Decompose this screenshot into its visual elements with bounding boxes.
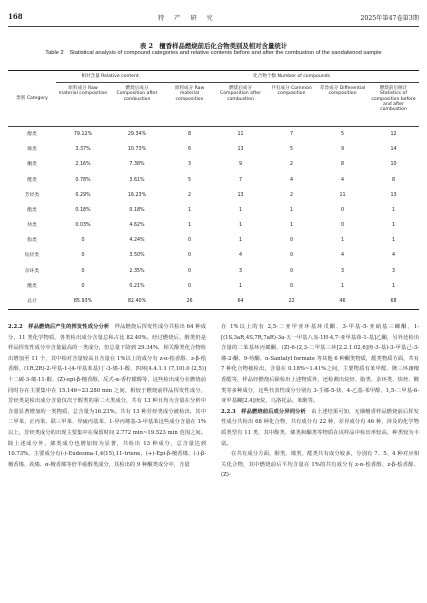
category-cell: 烯类 [27,147,37,153]
value-cell: 0 [81,268,85,274]
value-cell: 1 [289,223,294,229]
sub-header: 差异成分 Differential composition [319,86,366,97]
value-cell: 1 [391,223,396,229]
value-cell: 0 [340,207,345,213]
value-cell: 2.35% [129,268,145,274]
value-cell: 46 [317,294,368,310]
value-cell: 3.61% [129,177,145,183]
value-cell: 68 [368,294,419,310]
value-cell: 6 [187,147,192,153]
compound-table [8,70,419,310]
category-cell: 总计 [8,294,56,310]
value-cell: 4 [391,253,396,259]
value-cell: 1 [187,207,192,213]
paragraph: 在 1%以上的有 2,5-二亚甲亚环基环戊酮、3-甲基-5-亚硝基三螺酮、1-[(1S,3aR,4S,7R,7aR)-3a-五一甲基八氢-1H-4,7-亚甲基茚-1-基]乙酮，另外还检出含量的二苯基环丙烯酮、(Z)-6-(2,3-二甲基三环[2.2.1.02,6]庚-3-基)-3-甲基己-3-烯-2-酮、9-芴酮、α-Santalyl formate 等其他 6 种酮类物质，醛类物质方面，共有 7 种化合物被检出，含量在 0.18%~1.41%之间，主要物质有苯甲醛、隆三环庸檀香醛等，样品经燃烧后除检出上述物质外，还检测出烷烃、脂类、杂环类、炔烃、酸类等多种成分，这些代表性成分分别有 3-壬烯-5-炔、4-乙基-苯甲醇、1,5-二甲基-6-亚甲基螺[2.4]庚烷、乌洛托品、苯酚等。 [221,324,419,405]
value-cell: 1 [391,238,396,244]
category-cell: 酮类 [27,162,37,168]
sub-header: 共有成分 Common composition [271,86,312,97]
value-cell: 0 [81,238,85,244]
category-cell: 芳烃类 [24,192,40,198]
value-cell: 1 [238,207,243,213]
section-heading-2-2-3: 2.2.3 样品燃烧前后成分异同分析 [221,408,306,415]
value-cell: 5 [289,147,294,153]
value-cell: 64 [215,294,266,310]
value-cell: 14 [390,147,397,153]
value-cell: 0 [187,238,192,244]
value-cell: 22 [266,294,317,310]
value-cell: 9 [238,162,243,168]
value-cell: 1 [391,283,396,289]
category-header: 类别 Category [8,71,56,127]
value-cell: 0.18% [75,207,91,213]
value-cell: 2 [187,192,192,198]
compound-count-header: 化合物个数 Number of compounds [164,71,419,83]
value-cell: 13 [390,192,397,198]
value-cell: 1 [340,238,345,244]
table-row [8,188,419,203]
value-cell: 1 [238,223,243,229]
value-cell: 4 [238,253,243,259]
category-cell: 酸类 [27,283,37,289]
value-cell: 3.50% [129,253,145,259]
category-cell: 烷烃类 [24,253,40,259]
value-cell: 0 [81,283,85,289]
table-row [8,264,419,279]
value-cell: 13 [237,192,244,198]
table-row [8,173,419,188]
issue-info: 2025年第47卷第3期 [360,15,419,22]
value-cell: 3 [340,268,345,274]
paragraph: 样品燃烧后挥发性成分共检出 64 种成分，11 类化学物质，各类检出成分含量总和占比 82.40%。经过燃烧后，醇类仍是样品挥发性成分中含量最高的一类成分，但总量下降到 29.34%，相关醇类化合物检出增加至 11 个，其中相对含量较高且含量在 1%以上的成分有 z-α-桧香醇、z-β-桧香醇、(1R,2R)-2-甲基-1-(4-甲基苯基)丁-3-烯-1-醇、四环[4.4.1.1 (7,10).0 (2,5)]十二碳-3-烯-11-醇、(Z)-epi-β-檀香醇，反式-α-香柠檬醇等，这些检出成分在燃烧前同时存在主要集中在 15.146~23.280 min 之间，相较于燃烧前样品挥发性成分，芳烃类是检出成分含量仅次于醇类的第二大类成分，共有 13 种且均为含量在分析中含量显著增加的一类物质，总含量为16.23%。共有 13 种芳烃类成分被检出，其中二甲苯、正丙苯、联三甲苯、异硫丙基苯、1-异丙烯基-3-甲基苯这些成分含量在 1%以上，芳烃类成分的出现主要集中在保留时间 2.772 min~19.523 min 范围之间。除上述成分外，烯类成分也增加较为显著，共检出 13 种成分，总含量达到 10.73%。主要成分有(-)-Eudesma-1,4(15),11-triene、(+)-Epi-β-檀香烯、(-)-β-檀香烯、莰烯、α-檀香烯等倍半萜醇类成分，其检出的 9 种酮类成分中，含量 [8,324,206,468]
value-cell: 16.23% [127,192,147,198]
value-cell: 1 [187,223,192,229]
value-cell: 8 [340,162,345,168]
value-cell: 7 [289,131,294,137]
value-cell: 0 [289,238,294,244]
value-cell: 0.18% [129,207,145,213]
value-cell: 7 [238,177,243,183]
sub-header: 原料成分 Raw material composition [174,86,205,102]
sub-header: 原料成分 Raw material composition [58,86,108,97]
table-caption-cn: 表 2 檀香样品燃烧前后化合物类别及相对含量统计 [139,42,288,50]
table-row [8,127,419,143]
value-cell: 11 [237,131,244,137]
category-cell: 杂环类 [24,268,40,274]
value-cell: 0 [187,283,192,289]
table-row [8,142,419,157]
value-cell: 26 [164,294,215,310]
table-row [8,218,419,233]
value-cell: 85.93% [56,294,110,310]
category-cell: 炔类 [27,223,37,229]
value-cell: 0 [289,253,294,259]
value-cell: 0.29% [75,192,91,198]
value-cell: 5 [187,177,192,183]
value-cell: 1 [289,207,294,213]
value-cell: 0 [81,253,85,259]
value-cell: 0 [187,253,192,259]
value-cell: 3 [391,268,396,274]
value-cell: 0 [187,268,192,274]
page-number: 168 [8,12,23,21]
paragraph: 由上述结果可知，无烟檀香样品燃烧前后挥发性成分共检出 68 种化合物，共有成分有 22 种，差异成分有 46 种，涉及的化学物质类型有 11 类，其中醇类、烯类和酮类等物质在该样品中检出率较高，种类较为丰富。 [221,408,419,447]
value-cell: 3 [238,268,243,274]
value-cell: 8 [391,177,396,183]
body-left-column [8,322,206,470]
value-cell: 4.62% [129,223,145,229]
value-cell: 4 [289,177,294,183]
value-cell: 82.40% [110,294,164,310]
table-row [8,233,419,248]
value-cell: 2.16% [75,162,91,168]
category-cell: 酯类 [27,207,37,213]
value-cell: 7.38% [129,162,145,168]
value-cell: 11 [339,192,346,198]
value-cell: 0 [340,223,345,229]
value-cell: 4 [340,177,345,183]
value-cell: 8 [187,131,192,137]
value-cell: 79.12% [73,131,93,137]
sub-header: 燃烧后成分 Composition after combustion [219,86,262,102]
value-cell: 3 [187,162,192,168]
value-cell: 1 [391,207,396,213]
value-cell: 12 [390,131,397,137]
value-cell: 0.21% [129,283,145,289]
table-row [8,294,419,310]
value-cell: 0.78% [75,177,91,183]
value-cell: 9 [340,147,345,153]
value-cell: 4 [340,253,345,259]
section-heading-2-2-2: 2.2.2 样品燃烧后产生的挥发性成分分析 [8,324,110,330]
value-cell: 29.34% [127,131,147,137]
value-cell: 13 [237,147,244,153]
value-cell: 0 [289,268,294,274]
value-cell: 0 [289,283,294,289]
value-cell: 5 [340,131,345,137]
table-row [8,203,419,218]
paragraph: 在共有成分方面，醇类、烯类、醛类共有成分较多，分别有 7、5、4 种对应相关化合物，其中燃烧前后平均含量在 1%的共有成分有 z-α-桧香醇、z-β-桧香醇、(Z)- [221,451,419,479]
category-cell: 醛类 [27,177,37,183]
value-cell: 1 [340,283,345,289]
relative-content-header: 相对含量 Relative content [56,71,164,83]
category-cell: 醇类 [27,131,37,137]
category-cell: 脂类 [27,238,37,244]
running-header [8,10,419,27]
value-cell: 0.03% [75,223,91,229]
sub-header: 燃烧前后统计 Statistics of composition before and after combustion [371,86,416,113]
table-row [8,157,419,172]
body-right-column [221,322,419,481]
table-row [8,279,419,294]
journal-name: 特产研究 [158,15,223,22]
value-cell: 4.24% [129,238,145,244]
table-caption-en: Table 2 Statistical analysis of compound categories and relative contents before and after the combustion of the sandalwood sample [45,50,382,56]
sub-header: 燃烧后成分 Composition after combustion [116,86,158,102]
table-row [8,249,419,264]
value-cell: 2 [289,192,294,198]
value-cell: 1 [238,283,243,289]
value-cell: 2 [289,162,294,168]
value-cell: 10 [390,162,397,168]
value-cell: 1 [238,238,243,244]
value-cell: 3.37% [75,147,91,153]
value-cell: 10.73% [127,147,147,153]
